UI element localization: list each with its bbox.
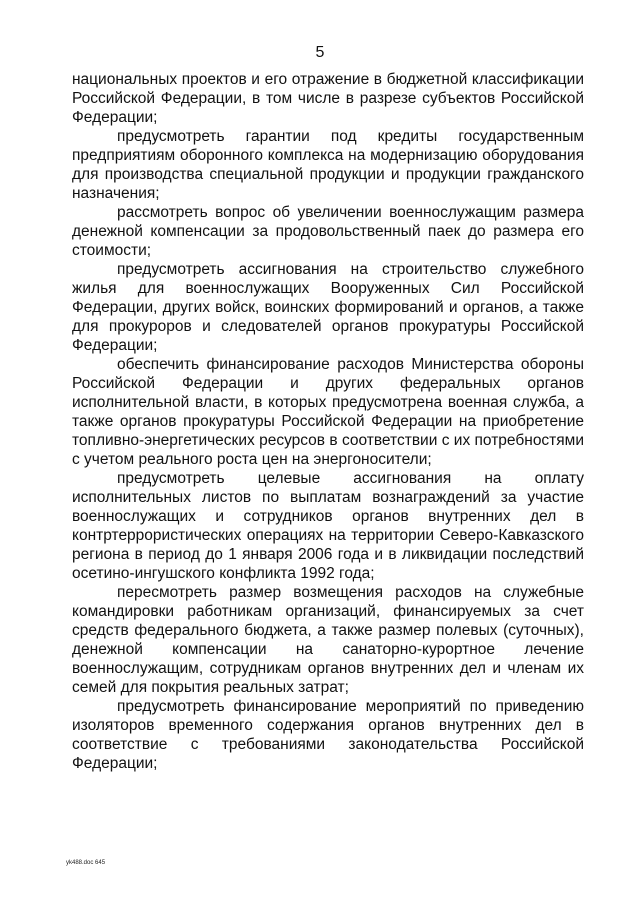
paragraph: предусмотреть ассигнования на строительство служебного жилья для военнослужащих Вооруженных Сил Российской Федерации, других войск, воинских формирований и органов, а также для прокуроров и следователей органов прокуратуры Российской Федерации; <box>72 261 584 354</box>
paragraph: рассмотреть вопрос об увеличении военнослужащим размера денежной компенсации за продовольственный паек до размера его стоимости; <box>72 204 584 259</box>
footer-file-reference: yk488.doc 645 <box>66 860 106 866</box>
paragraph: предусмотреть гарантии под кредиты государственным предприятиям оборонного комплекса на модернизацию оборудования для производства специальной продукции и продукции гражданского назначения; <box>72 128 584 202</box>
paragraph: пересмотреть размер возмещения расходов на служебные командировки работникам организаций, финансируемых за счет средств федерального бюджета, а также размер полевых (суточных), денежной компенсации на санаторно-курортное лечение военнослужащим, сотрудникам органов внутренних дел и членам их семей для покрытия реальных затрат; <box>72 584 584 696</box>
document-body <box>72 70 584 773</box>
paragraph: предусмотреть финансирование мероприятий по приведению изоляторов временного содержания органов внутренних дел в соответствие с требованиями законодательства Российской Федерации; <box>72 698 584 772</box>
paragraph: обеспечить финансирование расходов Министерства обороны Российской Федерации и других федеральных органов исполнительной власти, в которых предусмотрена военная служба, а также органов прокуратуры Российской Федерации на приобретение топливно-энергетических ресурсов в соответствии с их потребностями с учетом реального роста цен на энергоносители; <box>72 356 584 468</box>
paragraph: предусмотреть целевые ассигнования на оплату исполнительных листов по выплатам вознаграждений за участие военнослужащих и сотрудников органов внутренних дел в контртеррористических операциях на территории Северо-Кавказского региона в период до 1 января 2006 года и в ликвидации последствий осетино-ингушского конфликта 1992 года; <box>72 470 584 582</box>
paragraph: национальных проектов и его отражение в бюджетной классификации Российской Федерации, в том числе в разрезе субъектов Российской Федерации; <box>72 71 584 126</box>
page-number: 5 <box>315 44 325 61</box>
